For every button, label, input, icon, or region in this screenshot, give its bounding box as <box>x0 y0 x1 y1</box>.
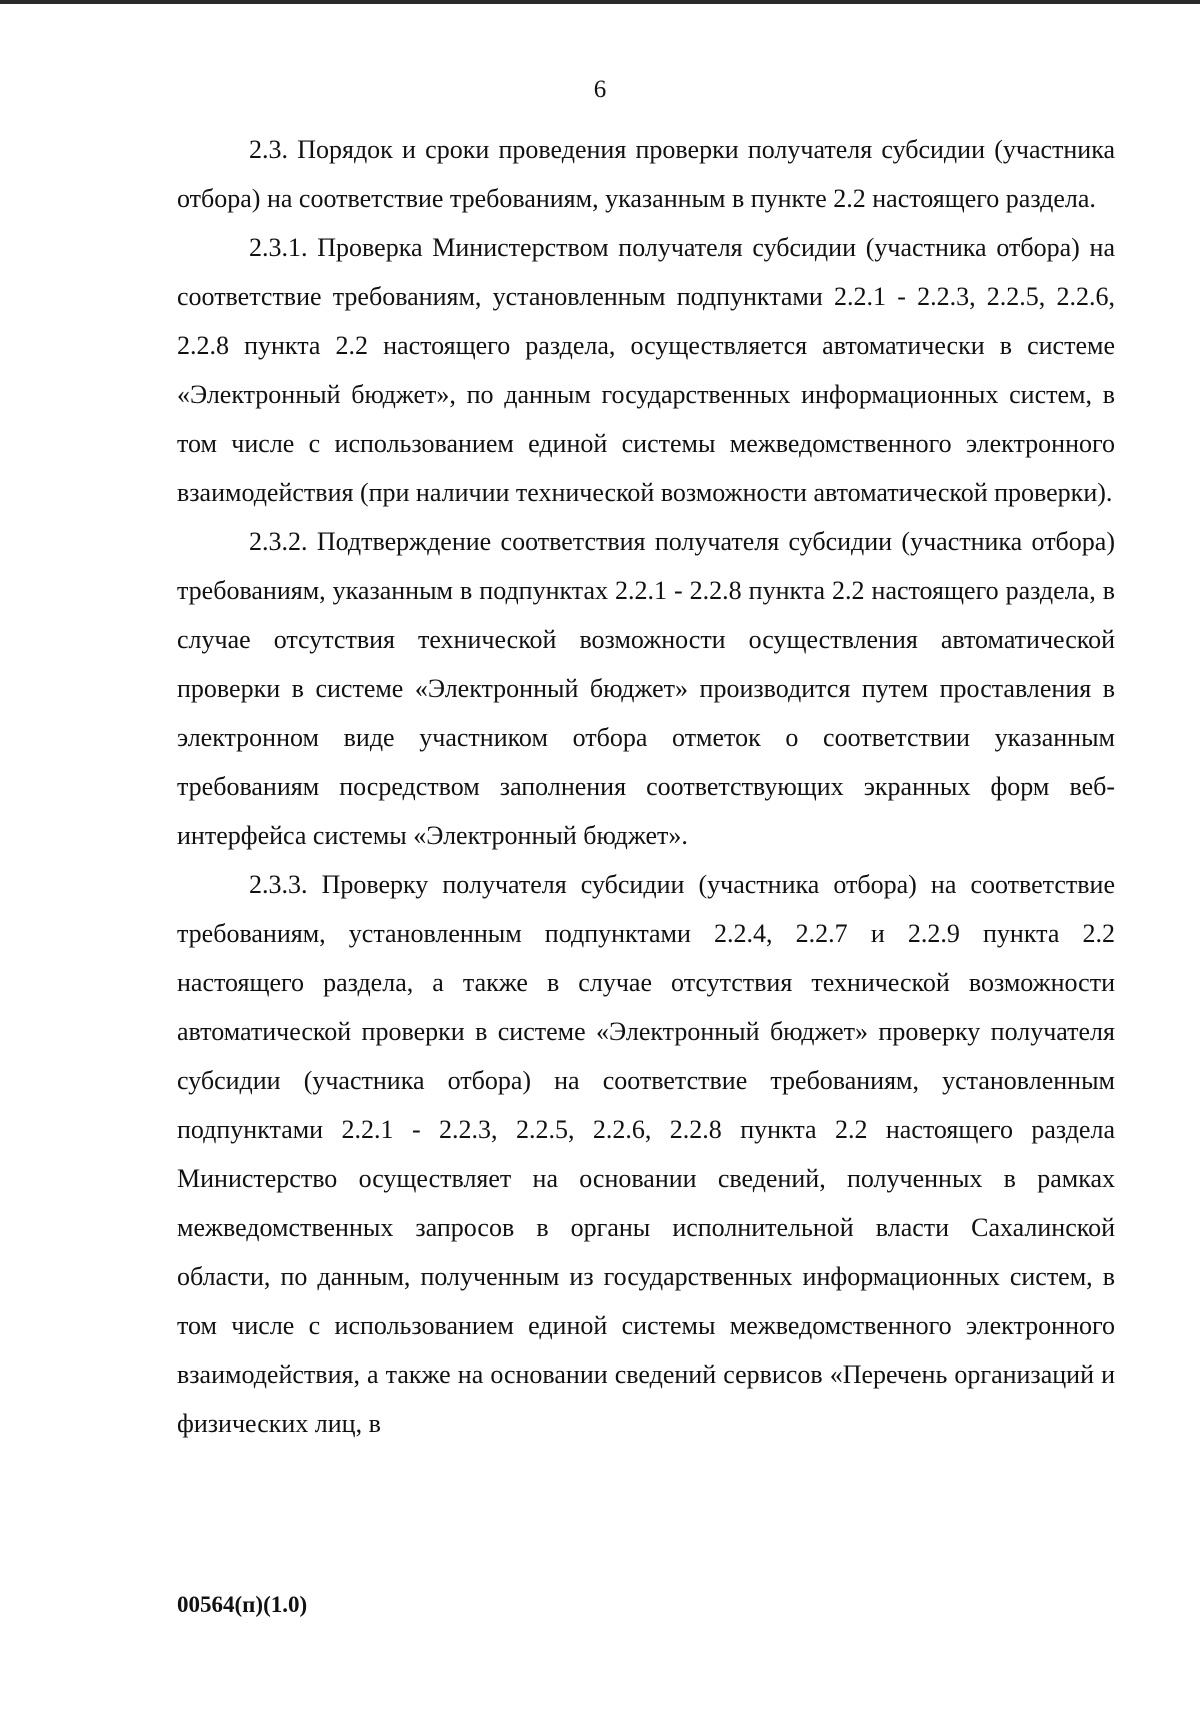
document-code: 00564(п)(1.0) <box>177 1592 308 1617</box>
paragraph-2-3-1: 2.3.1. Проверка Министерством получателя субсидии (участника отбора) на соответствие требованиям, установленным подпунктами 2.2.1 - 2.2.3, 2.2.5, 2.2.6, 2.2.8 пункта 2.2 настоящего раздела, осуществляется автоматически в системе «Электронный бюджет», по данным государственных информационных систем, в том числе с использованием единой системы межведомственного электронного взаимодействия (при наличии технической возможности автоматической проверки). <box>177 233 1115 507</box>
paragraph-2-3-3: 2.3.3. Проверку получателя субсидии (участника отбора) на соответствие требованиям, установленным подпунктами 2.2.4, 2.2.7 и 2.2.9 пункта 2.2 настоящего раздела, а также в случае отсутствия технической возможности автоматической проверки в системе «Электронный бюджет» проверку получателя субсидии (участника отбора) на соответствие требованиям, установленным подпунктами 2.2.1 - 2.2.3, 2.2.5, 2.2.6, 2.2.8 пункта 2.2 настоящего раздела Министерство осуществляет на основании сведений, полученных в рамках межведомственных запросов в органы исполнительной власти Сахалинской области, по данным, полученным из государственных информационных систем, в том числе с использованием единой системы межведомственного электронного взаимодействия, а также на основании сведений сервисов «Перечень организаций и физических лиц, в <box>177 870 1115 1438</box>
paragraph-2-3: 2.3. Порядок и сроки проведения проверки получателя субсидии (участника отбора) на соответствие требованиям, указанным в пункте 2.2 настоящего раздела. <box>177 135 1115 213</box>
paragraph-2-3-2: 2.3.2. Подтверждение соответствия получателя субсидии (участника отбора) требованиям, указанным в подпунктах 2.2.1 - 2.2.8 пункта 2.2 настоящего раздела, в случае отсутствия технической возможности осуществления автоматической проверки в системе «Электронный бюджет» производится путем проставления в электронном виде участником отбора отметок о соответствии указанным требованиям посредством заполнения соответствующих экранных форм веб-интерфейса системы «Электронный бюджет». <box>177 527 1115 850</box>
document-body <box>177 125 1115 1448</box>
page-number: 6 <box>593 76 607 103</box>
top-border-line <box>0 0 1200 4</box>
